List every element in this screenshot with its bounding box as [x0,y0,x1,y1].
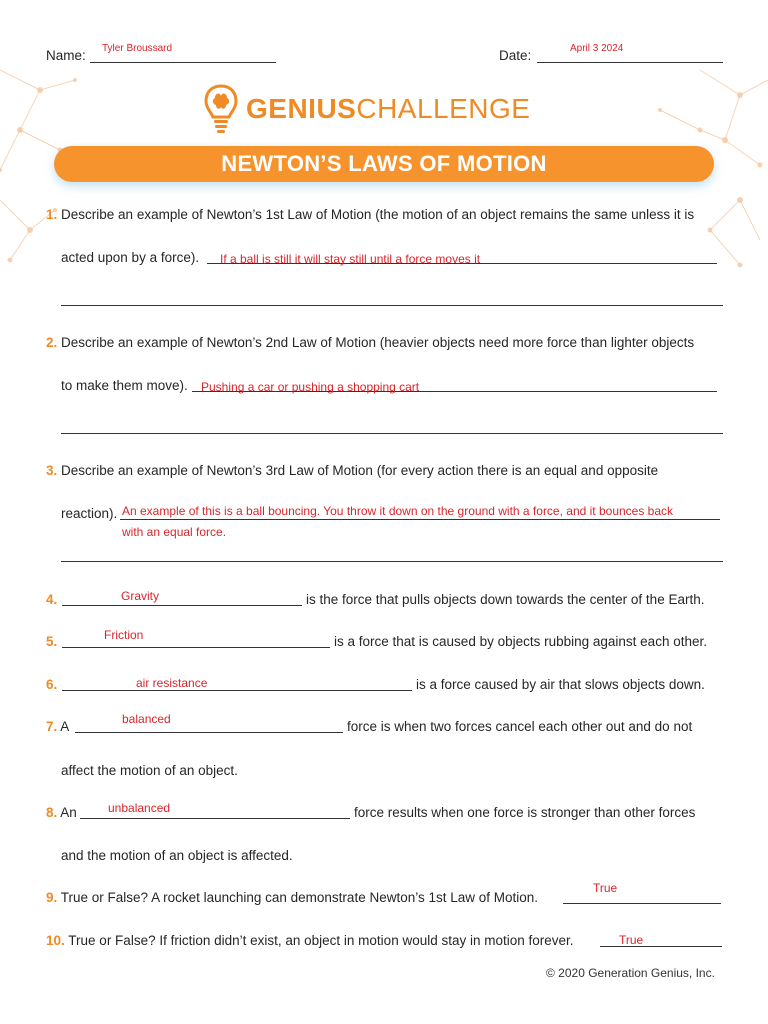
question-7-prefix: A [60,719,70,734]
question-5-answer: Friction [104,628,144,642]
question-2 [46,335,694,350]
question-6-text: is a force caused by air that slows objects down. [416,677,705,692]
lightbulb-brain-icon [204,84,238,136]
question-10-number: 10. [46,933,65,948]
question-7-number: 7. [46,719,58,734]
question-10-text: True or False? If friction didn’t exist, an object in motion would stay in motion forever. [68,933,574,948]
date-label: Date: [499,48,532,63]
question-8-prefix: An [60,805,77,820]
question-3-answer-field[interactable] [120,519,720,520]
title-banner [54,146,714,182]
question-4-num: 4. [46,592,58,607]
question-4-answer: Gravity [121,589,160,603]
question-6-answer: air resistance [136,676,208,690]
question-9 [46,890,538,905]
question-9-number: 9. [46,890,58,905]
question-3 [46,463,658,478]
question-6-answer-field[interactable] [62,690,412,691]
question-5-answer-field[interactable] [62,647,330,648]
question-1-number: 1. [46,207,58,222]
question-10 [46,933,574,948]
question-3-number: 3. [46,463,58,478]
question-1 [46,207,694,222]
question-5-text: is a force that is caused by objects rubbing against each other. [334,634,707,649]
question-1-text: Describe an example of Newton’s 1st Law of Motion (the motion of an object remains the same unless it is [61,207,695,222]
logo-text [246,93,530,125]
question-3-line2: reaction). [61,506,118,521]
question-4-answer-field[interactable] [62,605,302,606]
question-7-line2: affect the motion of an object. [61,763,238,778]
name-value: Tyler Broussard [102,43,173,54]
question-7-text: force is when two forces cancel each other out and do not [347,719,693,734]
question-2-text: Describe an example of Newton’s 2nd Law of Motion (heavier objects need more force than lighter objects [61,335,695,350]
question-6-number [46,677,57,692]
question-5-num: 5. [46,634,58,649]
question-6-num: 6. [46,677,58,692]
date-field[interactable] [537,62,723,63]
question-9-text: True or False? A rocket launching can demonstrate Newton’s 1st Law of Motion. [60,890,539,905]
question-2-answer-field-2[interactable] [61,433,723,434]
question-10-answer: True [619,933,644,947]
question-1-answer-field-2[interactable] [61,305,723,306]
question-9-answer: True [593,881,618,895]
question-8-answer-field[interactable] [80,818,350,819]
question-3-text: Describe an example of Newton’s 3rd Law of Motion (for every action there is an equal and opposite [61,463,659,478]
question-3-answer-line1: An example of this is a ball bouncing. You throw it down on the ground with a force, and it bounces back [122,504,674,518]
question-8-answer: unbalanced [108,801,171,815]
date-value: April 3 2024 [570,43,624,54]
question-7-start [46,719,69,734]
question-7-answer-field[interactable] [75,732,343,733]
question-8-number: 8. [46,805,58,820]
question-1-answer: If a ball is still it will stay still until a force moves it [220,252,481,266]
question-7-answer: balanced [122,712,171,726]
logo-text-light: CHALLENGE [356,93,531,124]
name-label: Name: [46,48,86,63]
question-4-text: is the force that pulls objects down towards the center of the Earth. [306,592,705,607]
question-3-answer-line2: with an equal force. [122,525,227,539]
question-1-line2: acted upon by a force). [61,250,200,265]
logo-text-bold: GENIUS [246,93,357,124]
question-2-line2: to make them move). [61,378,188,393]
question-4-number [46,592,57,607]
question-3-answer-field-2[interactable] [61,561,723,562]
question-5-number [46,634,57,649]
question-8-start [46,805,77,820]
question-2-answer: Pushing a car or pushing a shopping cart [201,380,420,394]
page-title: NEWTON’S LAWS OF MOTION [221,151,547,176]
question-8-text: force results when one force is stronger than other forces [354,805,696,820]
name-field[interactable] [90,62,276,63]
question-2-number: 2. [46,335,58,350]
question-9-answer-field[interactable] [563,903,721,904]
question-8-line2: and the motion of an object is affected. [61,848,293,863]
copyright: © 2020 Generation Genius, Inc. [546,966,715,980]
logo [204,84,238,141]
